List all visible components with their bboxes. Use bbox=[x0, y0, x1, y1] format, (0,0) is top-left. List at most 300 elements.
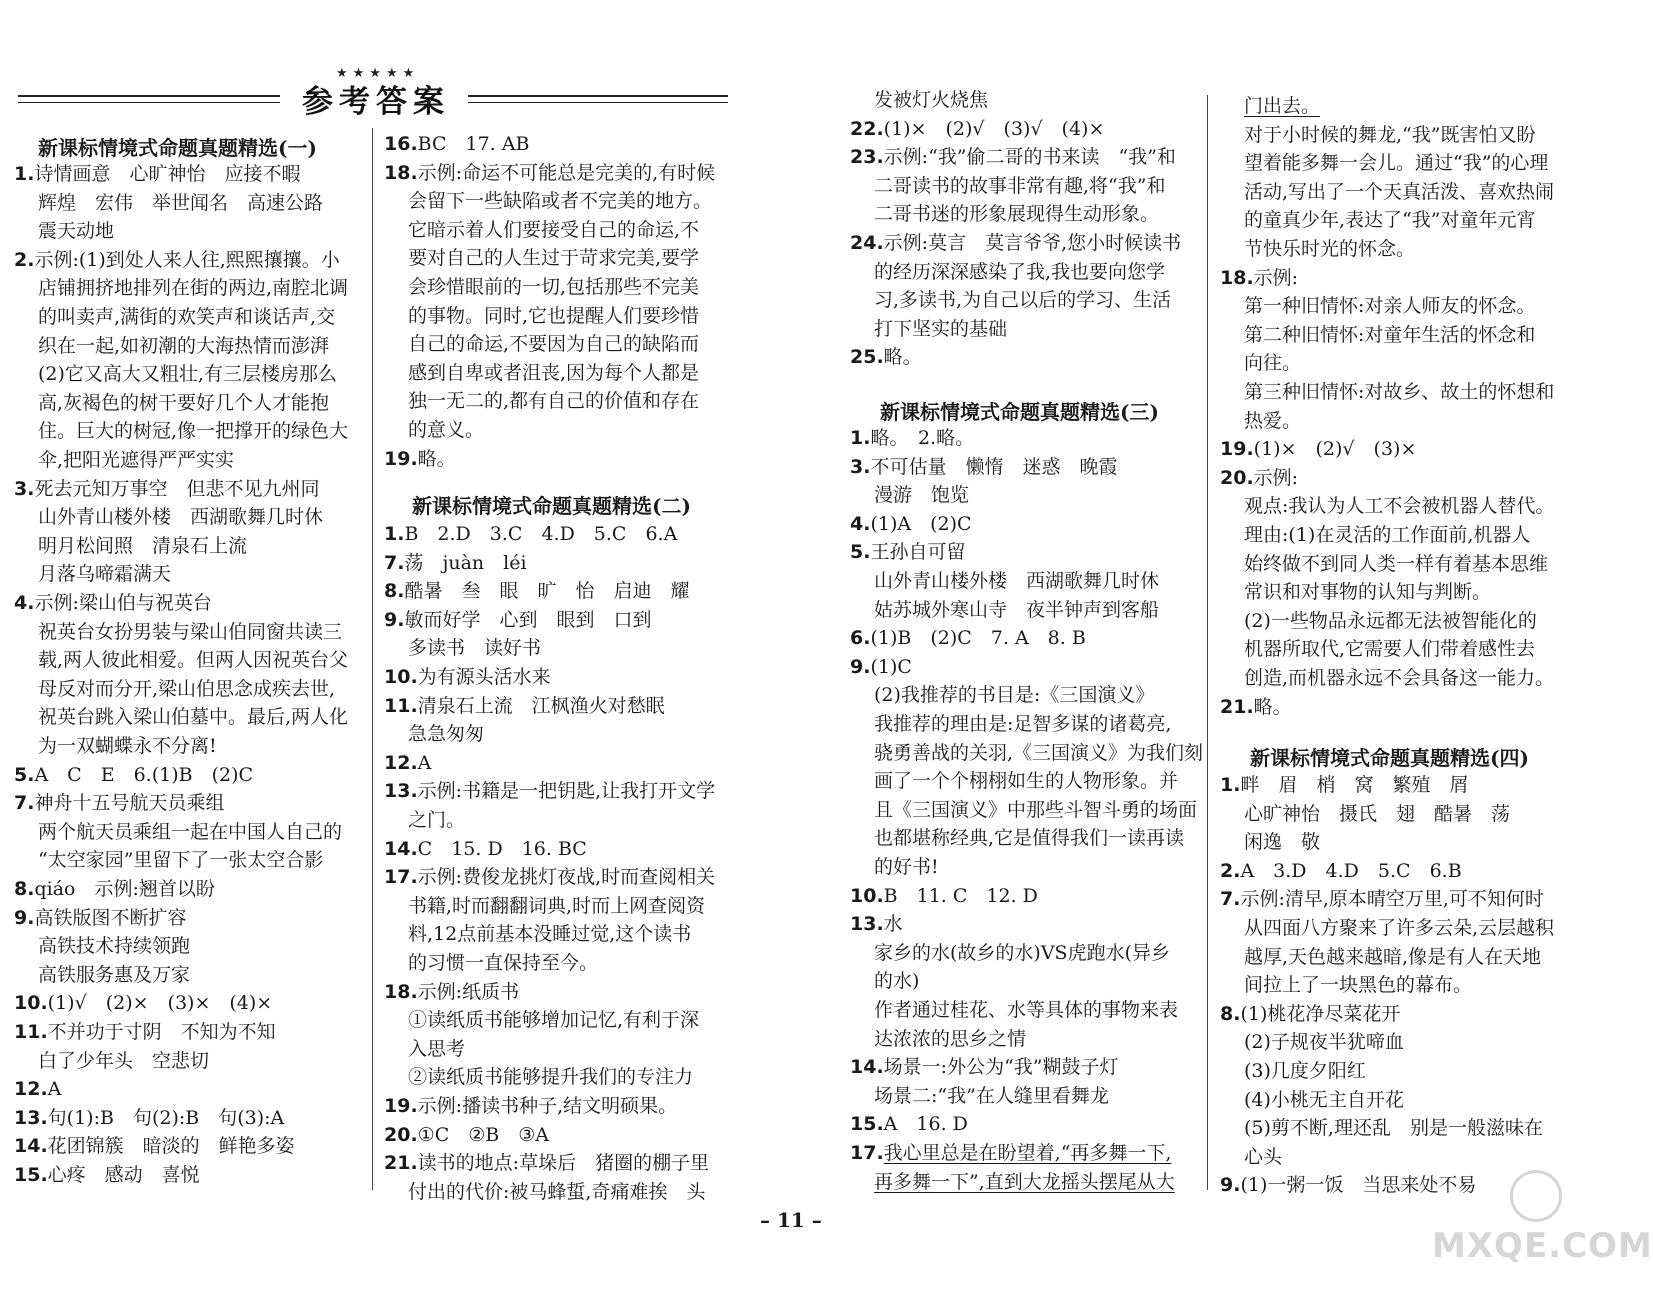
question-number: 3. bbox=[14, 477, 35, 500]
answer-line bbox=[384, 1149, 709, 1177]
answer-line bbox=[1244, 828, 1320, 856]
answer-text: (3)几度夕阳红 bbox=[1244, 1060, 1366, 1082]
answer-text: 死去元知万事空 但悲不见九州同 bbox=[34, 477, 320, 500]
question-number: 13. bbox=[850, 913, 884, 936]
answer-line bbox=[1244, 206, 1535, 234]
answer-text: 入思考 bbox=[408, 1037, 466, 1060]
answer-line bbox=[1244, 235, 1415, 263]
answer-text: 示例:(1)到处人来人往,熙熙攘攘。小 bbox=[34, 248, 340, 271]
answer-text: ①C ②B ③A bbox=[417, 1123, 549, 1146]
answer-text: (4)小桃无主自开花 bbox=[1244, 1088, 1404, 1111]
answer-line bbox=[1220, 435, 1416, 463]
answer-text: 打下坚实的基础 bbox=[874, 317, 1008, 340]
answer-line bbox=[384, 1121, 549, 1149]
question-number: 9. bbox=[1220, 1174, 1241, 1197]
answer-line bbox=[14, 246, 340, 274]
answer-text: 间拉上了一块黑色的幕布。 bbox=[1244, 974, 1473, 997]
question-number: 15. bbox=[14, 1164, 48, 1186]
answer-text: “太空家园”里留下了一张太空合影 bbox=[38, 849, 324, 872]
question-number: 10. bbox=[850, 884, 884, 907]
answer-text: 机器所取代,它需要人们带着感性去 bbox=[1244, 638, 1536, 661]
answer-text: A C E 6.(1)B (2)C bbox=[34, 763, 254, 786]
answer-line bbox=[408, 187, 712, 215]
answer-line bbox=[1244, 292, 1535, 320]
answer-text: 多读书 读好书 bbox=[408, 637, 542, 660]
answer-text: 示例:命运不可能总是完美的,有时候 bbox=[417, 161, 716, 184]
answer-line bbox=[14, 475, 319, 503]
answer-line bbox=[408, 920, 691, 948]
question-number: 2. bbox=[14, 248, 35, 271]
answer-line bbox=[1244, 1057, 1366, 1085]
answer-line bbox=[14, 1075, 61, 1103]
answer-text: ②读纸质书能够提升我们的专注力 bbox=[408, 1066, 694, 1089]
answer-text: 酷暑 叁 眼 旷 怡 启迪 耀 bbox=[404, 580, 690, 603]
answer-line bbox=[408, 1063, 693, 1091]
page-header bbox=[18, 62, 728, 122]
answer-text: C 15. D 16. BC bbox=[417, 837, 587, 860]
watermark: MXQE.COM bbox=[1432, 1226, 1653, 1266]
answer-line bbox=[874, 767, 1178, 795]
answer-text: 的童真少年,表达了“我”对童年元宵 bbox=[1244, 209, 1536, 232]
section-title: 新课标情境式命题真题精选(四) bbox=[1250, 746, 1529, 770]
answer-text: 第二种旧情怀:对童年生活的怀念和 bbox=[1244, 323, 1536, 346]
answer-line bbox=[14, 989, 272, 1017]
answer-line bbox=[1220, 857, 1462, 885]
answer-text: 料,12点前基本没睡过觉,这个读书 bbox=[408, 923, 692, 946]
answer-text: ①读纸质书能够增加记忆,有利于深 bbox=[408, 1009, 700, 1032]
answer-text: 明月松间照 清泉石上流 bbox=[38, 534, 248, 557]
answer-line bbox=[850, 882, 1038, 910]
answer-line bbox=[1244, 378, 1554, 406]
answer-line bbox=[1244, 1114, 1543, 1142]
answer-text: (1)B (2)C 7. A 8. B bbox=[870, 627, 1086, 650]
answer-line bbox=[38, 846, 323, 874]
answer-text: (1)C bbox=[870, 655, 912, 678]
answer-text: 示例:莫言 莫言爷爷,您小时候读书 bbox=[883, 232, 1182, 254]
answer-line bbox=[850, 1053, 1119, 1081]
question-number: 6. bbox=[850, 627, 871, 650]
question-number: 10. bbox=[14, 992, 48, 1015]
answer-line bbox=[850, 115, 1104, 143]
answer-text: (2)它又高大又粗壮,有三层楼房那么 bbox=[38, 363, 337, 386]
answer-text: 店铺拥挤地排列在街的两边,南腔北调 bbox=[38, 277, 349, 300]
answer-line bbox=[1220, 771, 1468, 799]
answer-line bbox=[874, 967, 919, 995]
answer-text: 不可估量 懒惰 迷惑 晚霞 bbox=[870, 455, 1118, 478]
answer-line bbox=[874, 596, 1159, 624]
question-number: 11. bbox=[14, 1021, 48, 1043]
answer-line bbox=[850, 1110, 968, 1138]
answer-text: qiáo 示例:翘首以盼 bbox=[34, 878, 215, 900]
answer-line bbox=[384, 130, 529, 158]
answer-line bbox=[1244, 550, 1548, 578]
answer-line bbox=[1244, 149, 1548, 177]
question-number: 16. bbox=[384, 133, 418, 155]
title-rule-right bbox=[468, 95, 728, 103]
answer-line bbox=[384, 978, 519, 1006]
answer-line bbox=[1244, 914, 1554, 942]
answer-text: 织在一起,如初潮的大海热情而澎湃 bbox=[38, 334, 330, 357]
answer-text: 感到自卑或者沮丧,因为每个人都是 bbox=[408, 361, 700, 384]
question-number: 7. bbox=[14, 792, 35, 815]
answer-text: 习,多读书,为自己以后的学习、生活 bbox=[874, 289, 1172, 312]
answer-line bbox=[850, 343, 922, 371]
answer-text: 二哥书迷的形象展现得生动形象。 bbox=[874, 203, 1160, 226]
answer-text: 望着能多舞一会儿。通过“我”的心理 bbox=[1244, 152, 1549, 175]
answer-text: 母反对而分开,梁山伯思念成疾去世, bbox=[38, 677, 336, 700]
answer-text: 场景一:外公为“我”糊鼓子灯 bbox=[883, 1056, 1119, 1079]
question-number: 5. bbox=[850, 541, 871, 564]
answer-text: 略。 bbox=[883, 346, 922, 369]
answer-line bbox=[874, 172, 1165, 200]
answer-line bbox=[38, 389, 329, 417]
answer-line bbox=[38, 1047, 209, 1075]
answer-line bbox=[1244, 578, 1491, 606]
answer-line bbox=[38, 189, 323, 217]
answer-text: 白了少年头 空悲切 bbox=[38, 1049, 210, 1072]
question-number: 20. bbox=[1220, 466, 1254, 489]
question-number: 12. bbox=[14, 1078, 48, 1101]
answer-text: 示例:清早,原本晴空万里,可不知何时 bbox=[1240, 888, 1544, 911]
answer-line bbox=[38, 303, 335, 331]
question-number: 17. bbox=[384, 866, 418, 889]
question-number: 1. bbox=[384, 523, 405, 545]
answer-text: 祝英台跳入梁山伯墓中。最后,两人化 bbox=[38, 706, 349, 729]
answer-line bbox=[850, 229, 1181, 257]
answer-line bbox=[850, 453, 1117, 481]
answer-line bbox=[384, 663, 551, 691]
answer-text: 读书的地点:草垛后 猪圈的棚子里 bbox=[417, 1152, 710, 1175]
answer-text: 的习惯一直保持至今。 bbox=[408, 952, 599, 974]
answer-line bbox=[1244, 407, 1301, 435]
answer-line bbox=[1244, 121, 1535, 149]
answer-text: 为有源头活水来 bbox=[417, 666, 551, 688]
column-divider bbox=[372, 128, 373, 1190]
answer-text: BC 17. AB bbox=[417, 133, 530, 155]
answer-text: 活动,写出了一个天真活泼、喜欢热闹 bbox=[1244, 180, 1555, 203]
answer-line bbox=[1244, 664, 1554, 692]
answer-line bbox=[38, 360, 337, 388]
answer-text: 的事物。同时,它也提醒人们要珍惜 bbox=[408, 304, 700, 327]
answer-line bbox=[384, 863, 715, 891]
answer-text: 不并功于寸阴 不知为不知 bbox=[47, 1021, 276, 1043]
answer-line bbox=[408, 634, 541, 662]
title-rule-left bbox=[18, 95, 280, 103]
answer-text: 观点:我认为人工不会被机器人替代。 bbox=[1244, 495, 1555, 518]
question-number: 4. bbox=[14, 592, 35, 614]
question-number: 20. bbox=[384, 1123, 418, 1146]
question-number: 15. bbox=[850, 1113, 884, 1136]
watermark-logo bbox=[1510, 1170, 1562, 1222]
answer-line bbox=[14, 160, 300, 188]
answer-line bbox=[38, 332, 329, 360]
answer-line bbox=[14, 1104, 284, 1132]
answer-text: 之门。 bbox=[408, 809, 466, 831]
answer-text: 高铁服务惠及万家 bbox=[38, 963, 191, 986]
answer-text: 会珍惜眼前的一切,包括那些不完美 bbox=[408, 276, 700, 298]
question-number: 2. bbox=[1220, 859, 1241, 882]
answer-line bbox=[14, 761, 253, 789]
answer-line bbox=[1220, 464, 1298, 492]
answer-line bbox=[38, 703, 348, 731]
answer-text: 画了一个个栩栩如生的人物形象。并 bbox=[874, 770, 1179, 793]
answer-text: 敏而好学 心到 眼到 口到 bbox=[404, 608, 652, 631]
answer-line bbox=[38, 274, 348, 302]
answer-text: 王孙自可留 bbox=[870, 541, 966, 564]
answer-line bbox=[874, 315, 1007, 343]
answer-line bbox=[38, 961, 190, 989]
answer-text: 骁勇善战的关羽,《三国演义》为我们刻 bbox=[874, 741, 1204, 764]
answer-text: 二哥读书的故事非常有趣,将“我”和 bbox=[874, 174, 1166, 197]
answer-text: 略。 2.略。 bbox=[870, 427, 975, 449]
answer-line bbox=[38, 818, 342, 846]
answer-line bbox=[874, 710, 1171, 738]
question-number: 10. bbox=[384, 666, 418, 688]
answer-line bbox=[1244, 635, 1535, 663]
answer-text: 花团锦簇 暗淡的 鲜艳多姿 bbox=[47, 1135, 295, 1158]
answer-text: 的水) bbox=[874, 970, 920, 993]
answer-line bbox=[874, 681, 1154, 709]
question-number: 23. bbox=[850, 146, 884, 169]
answer-text: A bbox=[47, 1078, 62, 1101]
answer-text: 句(1):B 句(2):B 句(3):A bbox=[47, 1106, 285, 1129]
answer-text: 震天动地 bbox=[38, 220, 115, 243]
answer-text: A 16. D bbox=[883, 1113, 968, 1136]
answer-text: 闲逸 敬 bbox=[1244, 831, 1321, 854]
answer-text: 心头 bbox=[1244, 1145, 1283, 1168]
answer-line bbox=[384, 749, 431, 777]
answer-text: 第一种旧情怀:对亲人师友的怀念。 bbox=[1244, 295, 1536, 318]
answer-line bbox=[384, 606, 651, 634]
answer-text: 高铁版图不断扩容 bbox=[34, 906, 187, 929]
answer-text: 的经历深深感染了我,我也要向您学 bbox=[874, 260, 1166, 283]
answer-line bbox=[14, 789, 224, 817]
answer-text: 常识和对事物的认知与判断。 bbox=[1244, 581, 1492, 604]
answer-line bbox=[850, 624, 1086, 652]
answer-line bbox=[874, 1025, 1026, 1053]
answer-line bbox=[38, 417, 348, 445]
answer-text: 达浓浓的思乡之情 bbox=[874, 1027, 1027, 1050]
answer-text: 心旷神怡 摄氏 翅 酷暑 荡 bbox=[1244, 802, 1511, 825]
answer-text: 作者通过桂花、水等具体的事物来表 bbox=[874, 999, 1179, 1021]
answer-line bbox=[408, 302, 699, 330]
answer-text: 清泉石上流 江枫渔火对愁眠 bbox=[417, 694, 665, 717]
answer-line bbox=[384, 777, 715, 805]
answer-line bbox=[38, 732, 217, 760]
answer-text: (1)A (2)C bbox=[870, 512, 972, 535]
question-number: 12. bbox=[384, 751, 418, 774]
answer-line bbox=[408, 892, 705, 920]
column-divider bbox=[1207, 95, 1208, 1190]
answer-line bbox=[850, 1139, 1171, 1167]
answer-line bbox=[384, 835, 587, 863]
question-number: 19. bbox=[1220, 438, 1254, 461]
answer-line bbox=[1220, 1000, 1400, 1028]
answer-text: 急急匆匆 bbox=[408, 723, 485, 746]
question-number: 14. bbox=[850, 1056, 884, 1079]
answer-line bbox=[874, 567, 1159, 595]
answer-text: 也都堪称经典,它是值得我们一读再读 bbox=[874, 827, 1185, 850]
answer-text: 热爱。 bbox=[1244, 409, 1302, 432]
answer-line bbox=[874, 1082, 1109, 1110]
question-number: 1. bbox=[14, 163, 35, 185]
question-number: 24. bbox=[850, 232, 884, 254]
answer-line bbox=[14, 875, 215, 903]
answer-text: 书籍,时而翻翻词典,时而上网查阅资 bbox=[408, 894, 706, 917]
answer-text: 月落乌啼霜满天 bbox=[38, 563, 172, 586]
question-number: 19. bbox=[384, 447, 418, 470]
answer-line bbox=[38, 217, 114, 245]
answer-line bbox=[38, 932, 190, 960]
answer-line bbox=[850, 538, 965, 566]
question-number: 8. bbox=[1220, 1002, 1241, 1025]
answer-text: (2)我推荐的书目是:《三国演义》 bbox=[874, 684, 1155, 707]
answer-line bbox=[1220, 885, 1544, 913]
answer-text: 家乡的水(故乡的水)VS虎跑水(异乡 bbox=[874, 941, 1170, 964]
question-number: 11. bbox=[384, 694, 418, 717]
answer-line bbox=[874, 286, 1171, 314]
question-number: 14. bbox=[14, 1135, 48, 1158]
question-number: 4. bbox=[850, 512, 871, 535]
answer-text: 山外青山楼外楼 西湖歌舞几时休 bbox=[874, 570, 1160, 592]
answer-text: 示例: bbox=[1253, 266, 1299, 289]
answer-text: 示例: bbox=[1253, 466, 1299, 489]
answer-text: (1)√ (2)× (3)× (4)× bbox=[47, 992, 273, 1015]
answer-text: A bbox=[417, 751, 432, 774]
answer-text: 漫游 饱览 bbox=[874, 484, 970, 507]
question-number: 7. bbox=[384, 551, 405, 574]
question-number: 9. bbox=[850, 655, 871, 678]
answer-line bbox=[408, 949, 598, 977]
answer-text: 姑苏城外寒山寺 夜半钟声到客船 bbox=[874, 598, 1160, 621]
answer-line bbox=[408, 273, 699, 301]
answer-text: 两个航天员乘组一起在中国人自己的 bbox=[38, 820, 343, 843]
answer-line bbox=[874, 86, 988, 114]
answer-line bbox=[14, 1132, 295, 1160]
answer-line bbox=[38, 532, 247, 560]
section-title: 新课标情境式命题真题精选(二) bbox=[412, 494, 691, 518]
answer-line bbox=[850, 910, 903, 938]
answer-line bbox=[1244, 1143, 1282, 1171]
answer-text: 我推荐的理由是:足智多谋的诸葛亮, bbox=[874, 713, 1172, 735]
answer-text: (1)一粥一饭 当思来处不易 bbox=[1240, 1174, 1477, 1197]
page-number: – 11 – bbox=[760, 1208, 822, 1232]
section-title: 新课标情境式命题真题精选(三) bbox=[880, 400, 1159, 424]
answer-line bbox=[1220, 693, 1292, 721]
question-number: 18. bbox=[384, 980, 418, 1003]
answer-text: 发被灯火烧焦 bbox=[874, 89, 989, 111]
answer-text: 辉煌 宏伟 举世闻名 高速公路 bbox=[38, 191, 324, 214]
answer-text: 载,两人彼此相爱。但两人因祝英台父 bbox=[38, 649, 349, 672]
answer-line bbox=[38, 503, 323, 531]
answer-text: 独一无二的,都有自己的价值和存在 bbox=[408, 390, 700, 413]
answer-text: 始终做不到同人类一样有着基本思维 bbox=[1244, 552, 1549, 575]
page-title: 参考答案 bbox=[302, 84, 450, 120]
answer-line bbox=[14, 1018, 276, 1046]
answer-text: 示例:“我”偷二哥的书来读 “我”和 bbox=[883, 146, 1176, 169]
answer-line bbox=[408, 216, 699, 244]
answer-text: 畔 眉 梢 窝 繁殖 屑 bbox=[1240, 774, 1469, 796]
section-title: 新课标情境式命题真题精选(一) bbox=[38, 136, 317, 160]
answer-line bbox=[38, 675, 335, 703]
question-number: 1. bbox=[1220, 774, 1241, 796]
answer-text: 从四面八方聚来了许多云朵,云层越积 bbox=[1244, 917, 1555, 939]
answer-line bbox=[408, 1035, 465, 1063]
answer-text: 诗情画意 心旷神怡 应接不暇 bbox=[34, 163, 301, 185]
answer-text: 的叫卖声,满街的欢笑声和谈话声,交 bbox=[38, 306, 336, 328]
answer-line bbox=[408, 1178, 705, 1206]
answer-line bbox=[1244, 492, 1554, 520]
answer-line bbox=[1244, 92, 1320, 120]
question-number: 21. bbox=[384, 1152, 418, 1175]
answer-line bbox=[874, 824, 1184, 852]
answer-line bbox=[384, 692, 665, 720]
answer-text: A 3.D 4.D 5.C 6.B bbox=[1240, 859, 1462, 882]
answer-text: (5)剪不断,理还乱 别是一般滋味在 bbox=[1244, 1117, 1543, 1140]
question-number: 7. bbox=[1220, 888, 1241, 911]
answer-text: 水 bbox=[883, 913, 903, 936]
answer-line bbox=[384, 577, 689, 605]
answer-text: 向往。 bbox=[1244, 352, 1302, 375]
answer-line bbox=[408, 1006, 699, 1034]
answer-text: 场景二:“我”在人缝里看舞龙 bbox=[874, 1084, 1109, 1107]
answer-text: B 11. C 12. D bbox=[883, 884, 1038, 907]
question-number: 21. bbox=[1220, 695, 1254, 718]
answer-text: 略。 bbox=[1253, 695, 1292, 718]
answer-line bbox=[1220, 264, 1298, 292]
question-number: 13. bbox=[384, 780, 418, 803]
answer-line bbox=[850, 143, 1176, 171]
answer-text: 住。巨大的树冠,像一把撑开的绿色大 bbox=[38, 420, 349, 443]
answer-text: 心疼 感动 喜悦 bbox=[47, 1164, 200, 1186]
answer-text: 伞,把阳光遮得严严实实 bbox=[38, 449, 235, 471]
answer-text: B 2.D 3.C 4.D 5.C 6.A bbox=[404, 523, 678, 545]
decorative-stars: ★★★★★ bbox=[336, 66, 420, 81]
answer-line bbox=[408, 806, 465, 834]
answer-line bbox=[384, 445, 456, 473]
answer-text: 付出的代价:被马蜂蜇,奇痛难挨 头 bbox=[408, 1180, 706, 1203]
answer-text: 示例:播读书种子,结文明硕果。 bbox=[417, 1095, 678, 1117]
answer-text: 示例:费俊龙挑灯夜战,时而查阅相关 bbox=[417, 866, 716, 889]
answer-line bbox=[38, 560, 171, 588]
question-number: 9. bbox=[14, 906, 35, 929]
answer-line bbox=[14, 589, 212, 617]
answer-text: 且《三国演义》中那些斗智斗勇的场面 bbox=[874, 798, 1198, 821]
answer-text: 的好书! bbox=[874, 856, 939, 878]
answer-line bbox=[1220, 1171, 1476, 1199]
answer-line bbox=[408, 359, 699, 387]
answer-line bbox=[1244, 1086, 1404, 1114]
answer-line bbox=[874, 996, 1178, 1024]
question-number: 17. bbox=[850, 1142, 884, 1164]
answer-text: 理由:(1)在灵活的工作面前,机器人 bbox=[1244, 524, 1531, 546]
answer-text: 我心里总是在盼望着,“再多舞一下, bbox=[883, 1142, 1172, 1164]
answer-line bbox=[874, 200, 1159, 228]
answer-line bbox=[850, 424, 974, 452]
answer-line bbox=[1244, 349, 1301, 377]
answer-line bbox=[1244, 971, 1472, 999]
answer-text: 第三种旧情怀:对故乡、故土的怀想和 bbox=[1244, 381, 1555, 403]
answer-line bbox=[874, 258, 1165, 286]
answer-text: 高,灰褐色的树干要好几个人才能抱 bbox=[38, 391, 330, 414]
answer-text: (1)× (2)√ (3)× bbox=[1253, 438, 1417, 461]
answer-text: 节快乐时光的怀念。 bbox=[1244, 238, 1416, 260]
question-number: 18. bbox=[384, 161, 418, 184]
question-number: 8. bbox=[384, 580, 405, 603]
answer-text: 示例:书籍是一把钥匙,让我打开文学 bbox=[417, 780, 716, 803]
answer-text: 会留下一些缺陷或者不完美的地方。 bbox=[408, 190, 713, 213]
answer-text: 对于小时候的舞龙,“我”既害怕又盼 bbox=[1244, 123, 1536, 146]
